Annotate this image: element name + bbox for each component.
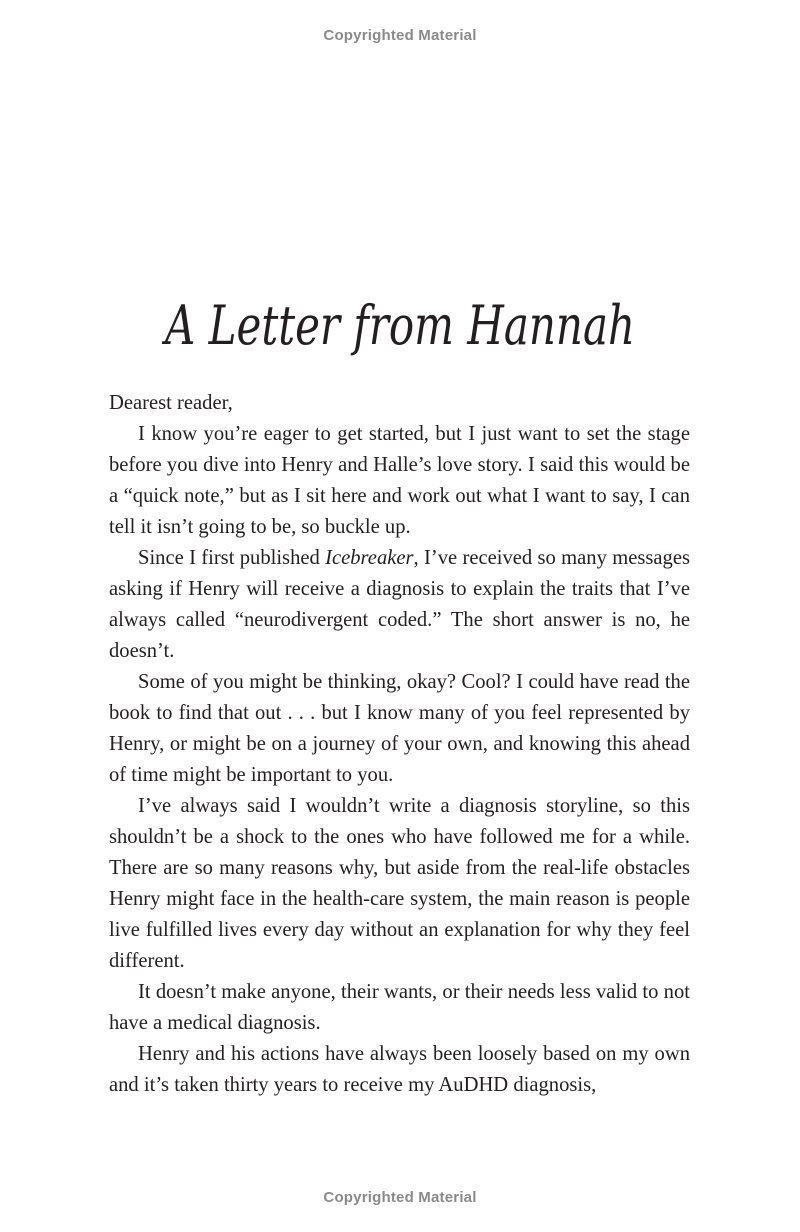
paragraph-4: I’ve always said I wouldn’t write a diagnosis storyline, so this shouldn’t be a shock to the ones who have followed me for a while. There are so many reasons why, but aside from the real-life obstacles Henry might face in the health-care system, the main reason is people live fulfilled lives every day without an explanation for why they feel different. — [109, 795, 690, 972]
paragraph-6: Henry and his actions have always been loosely based on my own and it’s taken thirty years to receive my AuDHD diagnosis, — [109, 1043, 690, 1096]
paragraph-2 — [109, 543, 690, 667]
paragraph-2-rest: , I’ve received so many messages asking if Henry will receive a diagnosis to explain the traits that I’ve always called “neurodivergent coded.” The short answer is no, he doesn’t. — [109, 547, 690, 662]
paragraph-2-lead: Since I first published — [138, 547, 326, 569]
paragraph-5: It doesn’t make anyone, their wants, or their needs less valid to not have a medical diagnosis. — [109, 981, 690, 1034]
paragraph-1: I know you’re eager to get started, but I just want to set the stage before you dive into Henry and Halle’s love story. I said this would be a “quick note,” but as I sit here and work out what I want to say, I can tell it isn’t going to be, so buckle up. — [109, 423, 690, 538]
book-title: Icebreaker — [325, 547, 414, 569]
copyright-watermark-bottom: Copyrighted Material — [323, 1189, 477, 1206]
copyright-watermark-top: Copyrighted Material — [323, 27, 477, 44]
chapter-title-text: A Letter from Hannah — [161, 294, 635, 357]
letter-body — [109, 388, 690, 1101]
paragraph-3: Some of you might be thinking, okay? Cool? I could have read the book to find that out . . . but I know many of you feel represented by Henry, or might be on a journey of your own, and knowing this ahead of time might be important to you. — [109, 671, 690, 786]
chapter-title — [0, 288, 800, 368]
salutation: Dearest reader, — [109, 392, 233, 414]
